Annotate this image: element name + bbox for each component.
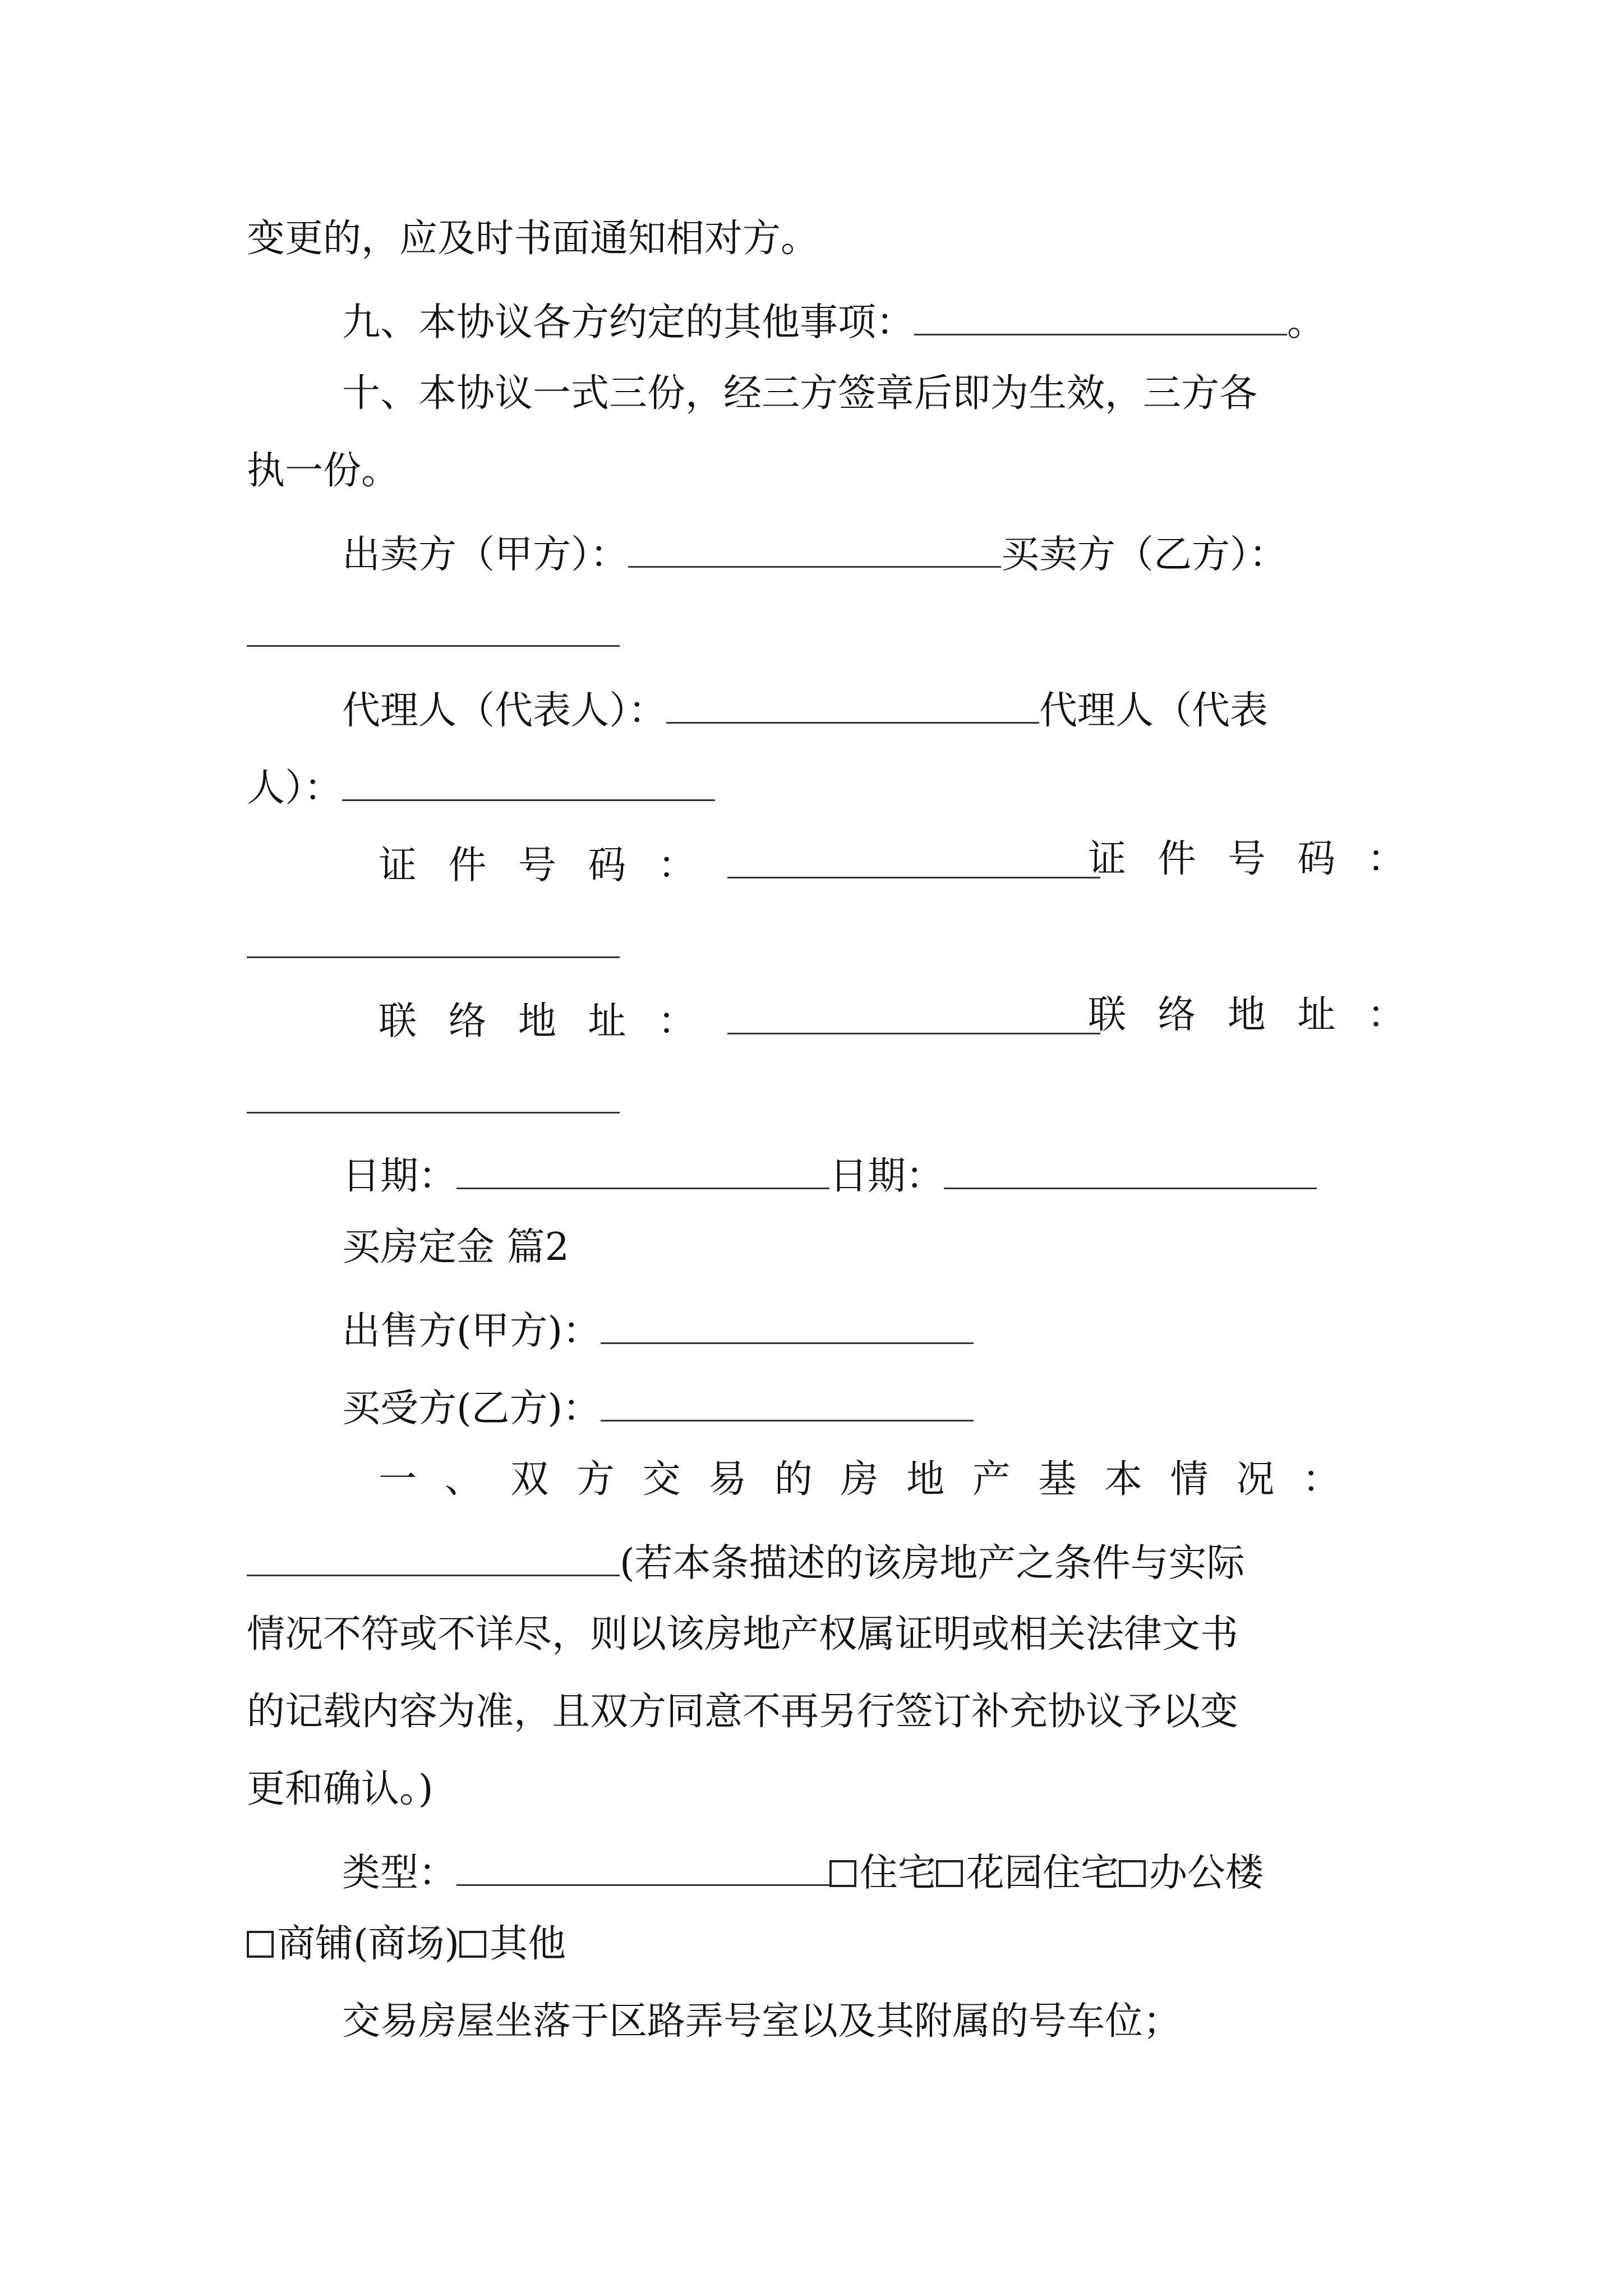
buy-party-line (342, 1383, 974, 1431)
type-label: 类型： (342, 1851, 457, 1895)
agent2-label: 代理人（代表 (1039, 688, 1269, 733)
type-option-shop: 商铺(商场) (277, 1922, 460, 1966)
blank-field-agent2 (342, 763, 715, 801)
type-option-residence: 住宅 (860, 1851, 937, 1895)
id2-label: 证件号码： (1088, 837, 1437, 881)
id-label: 证件号码： (379, 843, 728, 888)
type-option-garden-residence: 花园住宅 (966, 1851, 1119, 1895)
clause-9-label: 九、本协议各方约定的其他事项： (342, 300, 915, 345)
blank-field-date (457, 1151, 829, 1189)
checkbox-shop (247, 1931, 274, 1958)
blank-field-agent (666, 685, 1039, 724)
blank-field-address (727, 996, 1100, 1034)
sale-party-line (342, 1306, 974, 1354)
type-line2 (247, 1922, 566, 1966)
article-1-text3: 的记载内容为准，且双方同意不再另行签订补充协议予以变 (247, 1690, 1239, 1734)
article-1-line1 (247, 1538, 1245, 1586)
agent2-line (247, 763, 715, 811)
checkbox-garden-residence (936, 1860, 963, 1887)
sale-party-label: 出售方(甲方)： (342, 1309, 601, 1354)
section-title: 买房定金 篇2 (342, 1225, 569, 1269)
buyer-label: 买卖方（乙方）： (1001, 532, 1288, 577)
blank-field-property (247, 1538, 620, 1576)
blank-field-other-matters (914, 297, 1287, 335)
address-line (379, 996, 1100, 1044)
blank-field-buy-party (601, 1383, 974, 1421)
type-option-other: 其他 (490, 1922, 566, 1966)
article-1-text4: 更和确认。) (247, 1767, 434, 1811)
location-text: 交易房屋坐落于区路弄号室以及其附属的号车位； (342, 1999, 1182, 2044)
blank-field-buyer (247, 645, 620, 647)
clause-9 (342, 297, 1326, 345)
checkbox-office (1119, 1860, 1146, 1887)
blank-field-sale-party (601, 1306, 974, 1344)
blank-field-address2 (247, 1112, 620, 1114)
article-1-text2: 情况不符或不详尽，则以该房地产权属证明或相关法律文书 (247, 1612, 1239, 1657)
article-1-text1: (若本条描述的该房地产之条件与实际 (620, 1541, 1245, 1586)
paragraph-continued: 变更的，应及时书面通知相对方。 (247, 217, 819, 261)
clause-9-period: 。 (1287, 300, 1326, 345)
type-option-office: 办公楼 (1149, 1851, 1264, 1895)
type-line (342, 1848, 1264, 1893)
id-line (379, 840, 1100, 888)
checkbox-residence (829, 1860, 856, 1887)
date-line (342, 1151, 1317, 1199)
agent2-label-cont: 人）： (247, 766, 343, 811)
blank-field-id (727, 840, 1100, 878)
date2-label: 日期： (829, 1154, 944, 1199)
clause-10-line2: 执一份。 (247, 449, 400, 493)
seller-label: 出卖方（甲方）： (342, 532, 629, 577)
seller-buyer-line (342, 530, 1288, 577)
checkbox-other (459, 1931, 486, 1958)
blank-field-id2 (247, 956, 620, 958)
clause-10-line1: 十、本协议一式三份，经三方签章后即为生效，三方各 (342, 371, 1258, 416)
blank-field-date2 (944, 1151, 1317, 1189)
article-1-label: 一、双方交易的房地产基本情况： (379, 1457, 1368, 1502)
address2-label: 联络地址： (1088, 993, 1437, 1037)
date-label: 日期： (342, 1154, 457, 1199)
blank-field-seller (628, 530, 1001, 568)
agent-line (342, 685, 1269, 733)
agent-label: 代理人（代表人）： (342, 688, 667, 733)
address-label: 联络地址： (379, 999, 728, 1044)
buy-party-label: 买受方(乙方)： (342, 1386, 601, 1431)
blank-field-type (457, 1848, 829, 1886)
